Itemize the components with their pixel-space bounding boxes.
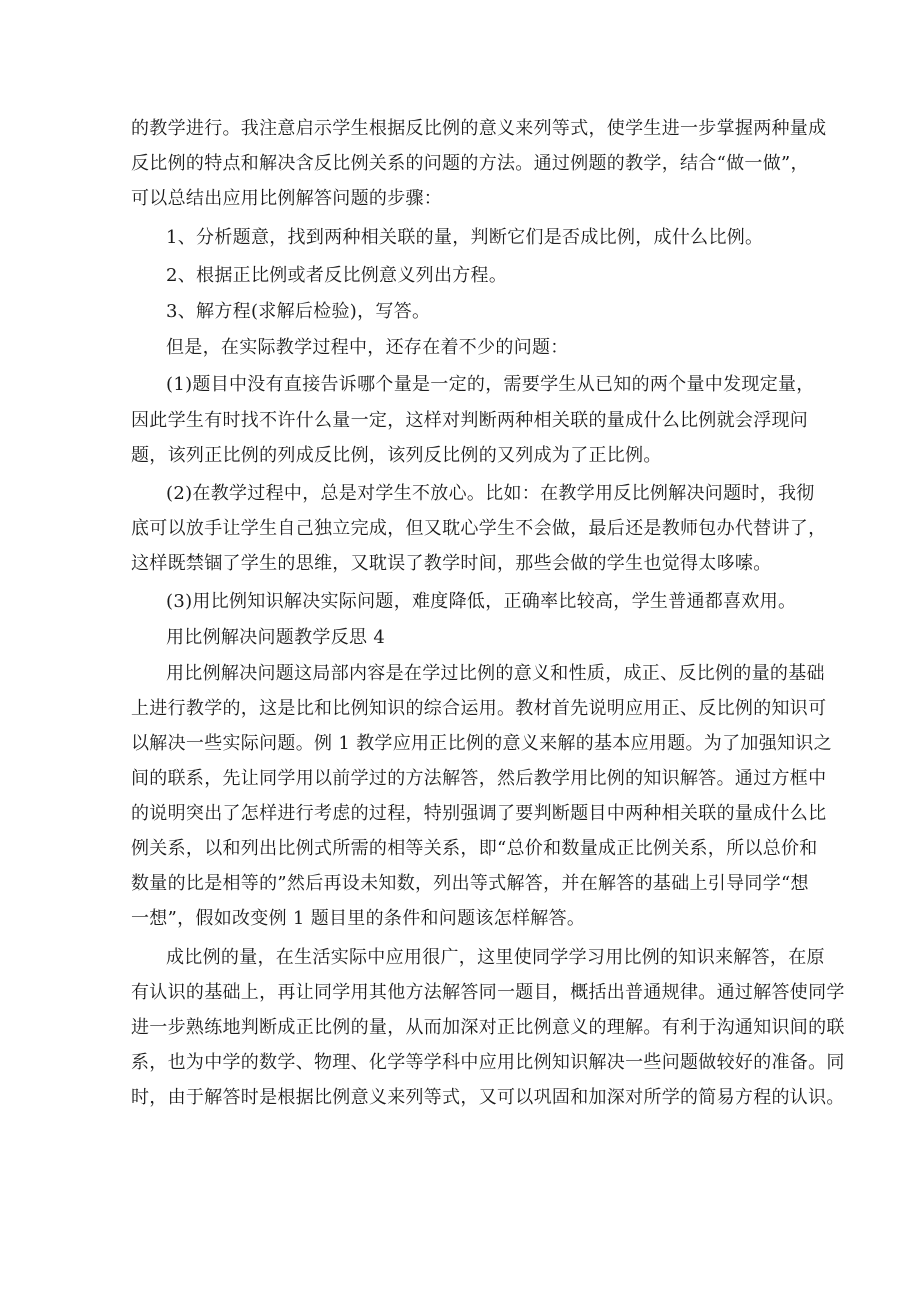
text-line: 成比例的量，在生活实际中应用很广，这里使同学学习用比例的知识来解答，在原 xyxy=(166,947,825,968)
text-line: 上进行教学的，这是比和比例知识的综合运用。教材首先说明应用正、反比例的知识可 xyxy=(131,698,827,719)
text-line: 系，也为中学的数学、物理、化学等学科中应用比例知识解决一些问题做较好的准备。同 xyxy=(131,1052,845,1073)
text-line: 数量的比是相等的”然后再设未知数，列出等式解答，并在解答的基础上引导同学“想 xyxy=(131,873,809,894)
text-line: (2)在教学过程中，总是对学生不放心。比如：在教学用反比例解决问题时，我彻 xyxy=(166,483,815,504)
text-line: 例关系，以和列出比例式所需的相等关系，即“总价和数量成正比例关系，所以总价和 xyxy=(131,838,818,859)
list-item: 1、分析题意，找到两种相关联的量，判断它们是否成比例，成什么比例。 xyxy=(166,227,764,248)
text-line: 可以总结出应用比例解答问题的步骤： xyxy=(131,188,443,209)
text-line: 底可以放手让学生自己独立完成，但又耽心学生不会做，最后还是教师包办代替讲了， xyxy=(131,518,827,539)
text-line: 题，该列正比例的列成反比例，该列反比例的又列成为了正比例。 xyxy=(131,445,662,466)
text-line: 因此学生有时找不许什么量一定，这样对判断两种相关联的量成什么比例就会浮现问 xyxy=(131,410,809,431)
list-item: 2、根据正比例或者反比例意义列出方程。 xyxy=(166,265,508,286)
text-line: 一想”，假如改变例 1 题目里的条件和问题该怎样解答。 xyxy=(131,908,586,929)
text-line: (3)用比例知识解决实际问题，难度降低，正确率比较高，学生普通都喜欢用。 xyxy=(166,591,797,612)
text-line: 有认识的基础上，再让同学用其他方法解答同一题目，概括出普通规律。通过解答使同学 xyxy=(131,982,845,1003)
text-line: 反比例的特点和解决含反比例关系的问题的方法。通过例题的教学，结合“做一做”， xyxy=(131,153,809,174)
text-line: (1)题目中没有直接告诉哪个量是一定的，需要学生从已知的两个量中发现定量， xyxy=(166,374,815,395)
text-line: 用比例解决问题这局部内容是在学过比例的意义和性质，成正、反比例的量的基础 xyxy=(166,663,825,684)
text-line: 这样既禁锢了学生的思维，又耽误了教学时间，那些会做的学生也觉得太哆嗦。 xyxy=(131,553,772,574)
text-line: 时，由于解答时是根据比例意义来列等式，又可以巩固和加深对所学的简易方程的认识。 xyxy=(131,1087,845,1108)
text-line: 以解决一些实际问题。例 1 教学应用正比例的意义来解的基本应用题。为了加强知识之 xyxy=(131,733,832,754)
list-item: 3、解方程(求解后检验)，写答。 xyxy=(166,301,431,322)
text-line: 间的联系，先让同学用以前学过的方法解答，然后教学用比例的知识解答。通过方框中 xyxy=(131,768,827,789)
section-heading: 用比例解决问题教学反思 4 xyxy=(166,627,386,648)
text-line: 但是，在实际教学过程中，还存在着不少的问题： xyxy=(166,337,569,358)
text-line: 的教学进行。我注意启示学生根据反比例的意义来列等式，使学生进一步掌握两种量成 xyxy=(131,118,827,139)
text-line: 的说明突出了怎样进行考虑的过程，特别强调了要判断题目中两种相关联的量成什么比 xyxy=(131,803,827,824)
text-line: 进一步熟练地判断成正比例的量，从而加深对正比例意义的理解。有利于沟通知识间的联 xyxy=(131,1017,845,1038)
